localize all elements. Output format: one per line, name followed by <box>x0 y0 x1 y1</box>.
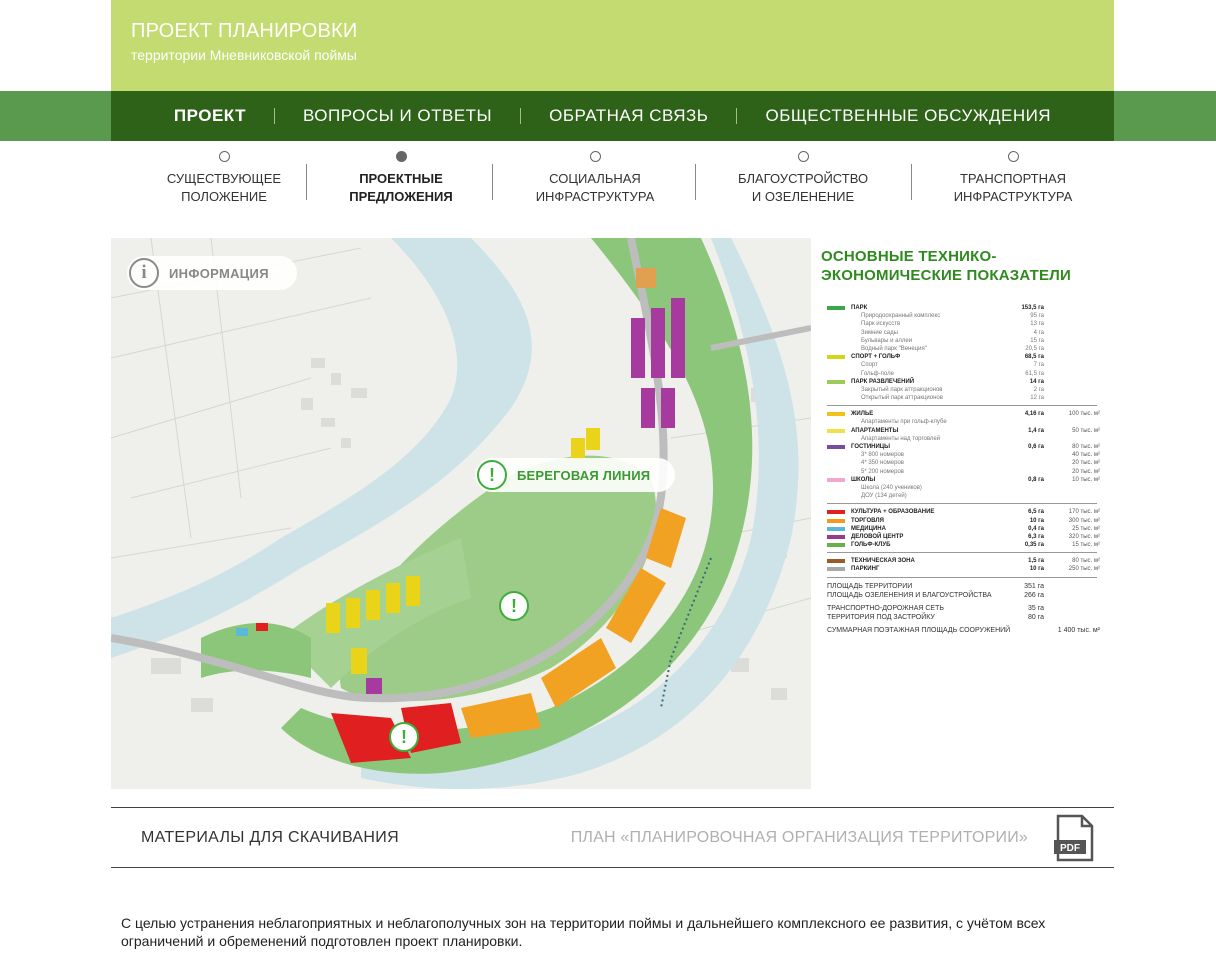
legend-total-label: СУММАРНАЯ ПОЭТАЖНАЯ ПЛОЩАДЬ СООРУЖЕНИЙ <box>827 626 1011 634</box>
legend-label: ДЕЛОВОЙ ЦЕНТР <box>851 533 904 540</box>
legend-category-row <box>827 541 1112 549</box>
coastline-label: БЕРЕГОВАЯ ЛИНИЯ <box>517 467 651 483</box>
legend-value: 0,35 га <box>1024 542 1044 549</box>
nav-project[interactable]: ПРОЕКТ <box>173 106 246 125</box>
legend-sub-row <box>827 386 1112 394</box>
legend-sub-row <box>827 312 1112 320</box>
tab-label-line2: ИНФРАСТРУКТУРА <box>953 189 1073 204</box>
legend-divider <box>827 405 1097 406</box>
legend-label: Парк искусств <box>861 321 901 328</box>
legend-sub-row <box>827 418 1112 426</box>
radio-dot-icon <box>219 151 230 162</box>
legend-value: 4 га <box>1033 329 1044 336</box>
radio-dot-icon <box>396 151 407 162</box>
plan-download-link[interactable]: ПЛАН «ПЛАНИРОВОЧНАЯ ОРГАНИЗАЦИЯ ТЕРРИТОРИИ» <box>570 829 1028 846</box>
legend-category-row <box>827 476 1112 484</box>
nav-feedback[interactable]: ОБРАТНАЯ СВЯЗЬ <box>549 106 709 125</box>
legend-label: СПОРТ + ГОЛЬФ <box>851 354 901 361</box>
legend-category-row <box>827 353 1112 361</box>
legend-value: 6,3 га <box>1028 533 1044 540</box>
legend-value: 10 га <box>1029 566 1044 573</box>
legend-swatch <box>827 510 845 514</box>
legend-swatch <box>827 306 845 310</box>
legend-sub-row <box>827 394 1112 402</box>
legend-value: 14 га <box>1029 378 1044 385</box>
legend-total-value: 35 га <box>1027 604 1044 612</box>
legend-category-row <box>827 304 1112 312</box>
legend-value: 20,5 га <box>1025 345 1044 352</box>
tab-separator <box>911 164 912 200</box>
legend-sub-row <box>827 435 1112 443</box>
legend-sub-row <box>827 370 1112 378</box>
legend-value: 153,5 га <box>1021 305 1044 311</box>
legend-unit: 300 тыс. м² <box>1068 517 1100 524</box>
indicators-title-line1: ОСНОВНЫЕ ТЕХНИКО- <box>821 248 997 265</box>
legend-total-row <box>827 604 1112 613</box>
tab-label-line1: СУЩЕСТВУЮЩЕЕ <box>166 171 282 186</box>
legend-value: 0,4 га <box>1028 525 1044 532</box>
downloads-label: МАТЕРИАЛЫ ДЛЯ СКАЧИВАНИЯ <box>141 829 399 846</box>
legend-swatch <box>827 380 845 384</box>
page-title: ПРОЕКТ ПЛАНИРОВКИ <box>131 20 358 42</box>
legend-category-row <box>827 508 1112 516</box>
legend-value: 95 га <box>1030 313 1044 320</box>
legend-unit: 250 тыс. м² <box>1068 566 1100 573</box>
legend-sub-row <box>827 329 1112 337</box>
legend-value: 12 га <box>1030 395 1044 402</box>
legend-value: 0,6 га <box>1028 444 1044 450</box>
legend-swatch <box>827 527 845 531</box>
tab-label-line2: ПРЕДЛОЖЕНИЯ <box>349 189 453 204</box>
nav-public-discussion[interactable]: ОБЩЕСТВЕННЫЕ ОБСУЖДЕНИЯ <box>765 106 1052 125</box>
legend-label: ГОЛЬФ-КЛУБ <box>851 542 891 549</box>
legend-sub-row <box>827 459 1112 467</box>
legend-label: ТЕХНИЧЕСКАЯ ЗОНА <box>851 558 915 565</box>
legend-category-row <box>827 427 1112 435</box>
radio-dot-icon <box>798 151 809 162</box>
legend-unit: 80 тыс. м² <box>1072 558 1100 565</box>
tab-label-line1: ПРОЕКТНЫЕ <box>359 171 443 186</box>
info-icon: i <box>129 258 159 288</box>
legend-total-label: ПЛОЩАДЬ ОЗЕЛЕНЕНИЯ И БЛАГОУСТРОЙСТВА <box>827 591 992 599</box>
tab-label-line2: ИНФРАСТРУКТУРА <box>535 189 655 204</box>
legend-value: 68,5 га <box>1024 354 1044 361</box>
tab-project-proposals[interactable] <box>316 148 486 206</box>
legend-label: ПАРК <box>851 305 868 311</box>
radio-dot-icon <box>590 151 601 162</box>
legend-swatch <box>827 429 845 433</box>
legend-category-row <box>827 557 1112 565</box>
legend-label: ПАРКИНГ <box>851 566 880 573</box>
map-illustration <box>111 238 811 789</box>
legend-divider <box>827 552 1097 553</box>
legend-label: ЖИЛЬЕ <box>851 411 874 418</box>
legend-label: ТОРГОВЛЯ <box>851 517 884 524</box>
legend-divider <box>827 503 1097 504</box>
legend-unit: 25 тыс. м² <box>1072 525 1100 532</box>
legend-total-row <box>827 582 1112 591</box>
tab-social-infrastructure[interactable] <box>505 148 685 206</box>
radio-dot-icon <box>1008 151 1019 162</box>
tab-existing-state[interactable] <box>139 148 309 206</box>
nav-faq[interactable]: ВОПРОСЫ И ОТВЕТЫ <box>302 106 493 125</box>
legend-value: 4,16 га <box>1024 411 1044 418</box>
legend-total-label: ПЛОЩАДЬ ТЕРРИТОРИИ <box>827 582 913 590</box>
legend-value: 10 га <box>1029 517 1044 524</box>
legend-value: 2 га <box>1033 386 1044 393</box>
legend-label: Спорт <box>861 362 878 369</box>
legend-category-row <box>827 378 1112 386</box>
legend-unit: 20 тыс. м² <box>1072 468 1100 475</box>
tab-label-line2: ПОЛОЖЕНИЕ <box>181 189 267 204</box>
legend-label: КУЛЬТУРА + ОБРАЗОВАНИЕ <box>851 509 935 516</box>
tab-separator <box>695 164 696 200</box>
legend-value: 13 га <box>1030 321 1044 328</box>
section-tabs <box>111 148 1114 210</box>
legend-unit: 15 тыс. м² <box>1072 542 1100 549</box>
legend-total-value: 266 га <box>1024 591 1044 599</box>
indicators-list <box>827 304 1112 635</box>
legend-sub-row <box>827 337 1112 345</box>
legend-label: Гольф-поле <box>861 370 894 377</box>
legend-category-row <box>827 525 1112 533</box>
legend-sub-row <box>827 484 1112 492</box>
legend-value: 7 га <box>1033 362 1044 369</box>
legend-sub-row <box>827 468 1112 476</box>
legend-label: ШКОЛЫ <box>851 476 876 483</box>
legend-unit: 100 тыс. м² <box>1068 411 1100 418</box>
legend-label: ГОСТИНИЦЫ <box>851 444 891 450</box>
legend-total-label: ТЕРРИТОРИЯ ПОД ЗАСТРОЙКУ <box>827 613 935 621</box>
legend-divider <box>827 577 1097 578</box>
legend-label: Школа (240 учеников) <box>861 484 922 491</box>
legend-label: Открытый парк аттракционов <box>861 395 943 402</box>
legend-label: АПАРТАМЕНТЫ <box>851 427 899 434</box>
legend-sub-row <box>827 345 1112 353</box>
indicators-panel <box>812 238 1114 789</box>
legend-total-value: 351 га <box>1024 582 1044 590</box>
legend-unit: 50 тыс. м² <box>1072 427 1100 434</box>
indicators-title-line2: ЭКОНОМИЧЕСКИЕ ПОКАЗАТЕЛИ <box>821 267 1071 284</box>
tab-label-line1: БЛАГОУСТРОЙСТВО <box>737 171 869 186</box>
legend-category-row <box>827 443 1112 451</box>
info-label: ИНФОРМАЦИЯ <box>169 265 269 281</box>
tab-label-line1: ТРАНСПОРТНАЯ <box>959 171 1067 186</box>
legend-category-row <box>827 410 1112 418</box>
legend-sub-row <box>827 451 1112 459</box>
legend-category-row <box>827 565 1112 573</box>
legend-total-row <box>827 626 1112 635</box>
legend-value: 1,5 га <box>1028 558 1044 565</box>
legend-unit: 320 тыс. м² <box>1068 533 1100 540</box>
legend-swatch <box>827 355 845 359</box>
legend-label: ДОУ (134 детей) <box>861 493 907 500</box>
legend-total-row <box>827 591 1112 600</box>
tab-separator <box>492 164 493 200</box>
legend-total-unit: 1 400 тыс. м² <box>1057 626 1100 634</box>
legend-total-label: ТРАНСПОРТНО-ДОРОЖНАЯ СЕТЬ <box>827 604 944 612</box>
coastline-marker[interactable] <box>475 458 675 492</box>
legend-label: Зимние сады <box>861 329 898 336</box>
legend-label: Апартаменты при гольф-клубе <box>861 419 947 426</box>
legend-value: 15 га <box>1030 337 1044 344</box>
info-button[interactable] <box>127 256 297 290</box>
downloads-bar <box>111 807 1114 868</box>
legend-category-row <box>827 533 1112 541</box>
legend-label: Природоохранный комплекс <box>861 313 941 320</box>
legend-sub-row <box>827 320 1112 328</box>
legend-unit: 40 тыс. м² <box>1072 452 1100 459</box>
legend-sub-row <box>827 361 1112 369</box>
legend-swatch <box>827 567 845 571</box>
exclamation-icon: ! <box>477 460 507 490</box>
legend-total-row <box>827 613 1112 622</box>
indicators-title <box>821 247 1114 285</box>
legend-value: 1,4 га <box>1028 427 1044 434</box>
map-marker-park[interactable]: ! <box>499 591 529 621</box>
legend-swatch <box>827 559 845 563</box>
legend-total-value: 80 га <box>1027 613 1044 621</box>
tab-transport-infrastructure[interactable] <box>923 148 1103 206</box>
legend-swatch <box>827 543 845 547</box>
pdf-icon-label: PDF <box>1060 843 1080 854</box>
legend-label: Водный парк "Венеция" <box>861 345 927 352</box>
legend-unit: 20 тыс. м² <box>1072 460 1100 467</box>
legend-label: 3* 800 номеров <box>861 452 904 459</box>
legend-label: МЕДИЦИНА <box>851 525 886 532</box>
legend-sub-row <box>827 492 1112 500</box>
pdf-icon[interactable] <box>1054 814 1094 862</box>
tab-label-line1: СОЦИАЛЬНАЯ <box>549 171 641 186</box>
legend-swatch <box>827 535 845 539</box>
legend-swatch <box>827 445 845 449</box>
legend-label: 5* 200 номеров <box>861 468 904 475</box>
main-nav <box>111 91 1114 141</box>
tab-label-line2: И ОЗЕЛЕНЕНИЕ <box>751 189 855 204</box>
legend-category-row <box>827 517 1112 525</box>
legend-label: Бульвары и аллеи <box>861 337 913 344</box>
tab-separator <box>306 164 307 200</box>
legend-unit: 170 тыс. м² <box>1068 509 1100 516</box>
legend-label: 4* 350 номеров <box>861 460 904 467</box>
legend-swatch <box>827 412 845 416</box>
map-marker-culture[interactable]: ! <box>389 722 419 752</box>
legend-swatch <box>827 478 845 482</box>
legend-label: Апартаменты над торговлей <box>861 435 941 442</box>
legend-value: 6,5 га <box>1028 509 1044 516</box>
header-banner <box>111 0 1114 91</box>
planning-map[interactable] <box>111 238 811 789</box>
legend-label: Закрытый парк аттракционов <box>861 386 943 393</box>
page-subtitle: территории Мневниковской поймы <box>131 47 357 63</box>
legend-value: 0,8 га <box>1028 476 1044 483</box>
tab-landscaping[interactable] <box>713 148 893 206</box>
legend-value: 61,5 га <box>1025 370 1044 377</box>
legend-unit: 10 тыс. м² <box>1072 476 1100 483</box>
intro-paragraph: С целью устранения неблагоприятных и неблагополучных зон на территории поймы и дальнейшего комплексного ее развития, с учётом всех ограничений и обременений подготовлен проект планировки. <box>121 915 1046 949</box>
legend-label: ПАРК РАЗВЛЕЧЕНИЙ <box>851 378 915 385</box>
legend-unit: 80 тыс. м² <box>1072 444 1100 450</box>
legend-swatch <box>827 519 845 523</box>
